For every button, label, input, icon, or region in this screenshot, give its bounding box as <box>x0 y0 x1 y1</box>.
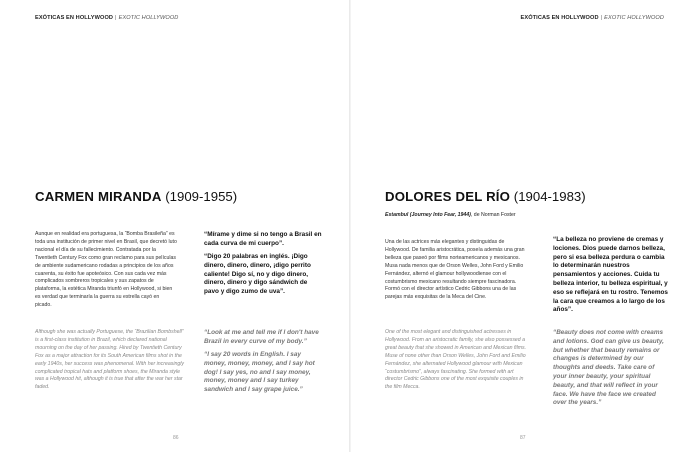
actress-name: DOLORES DEL RÍO <box>385 189 511 204</box>
quotes-spanish <box>204 231 322 302</box>
header-title-es: EXÓTICAS EN HOLLYWOOD <box>520 15 599 21</box>
header-title-en: EXOTIC HOLLYWOOD <box>604 15 664 21</box>
header-title-en: EXOTIC HOLLYWOOD <box>118 15 179 21</box>
actress-years: (1909-1955) <box>165 189 238 204</box>
quote-en-1: “Look at me and tell me if I don't have Brazil in every curve of my body.” <box>204 329 319 345</box>
biography-english: Although she was actually Portuguese, the “Brazilian Bombshell” is a first-class institution in Brazil, which declared national mourning on the day of her passing. Hired by Twentieth Century Fox as a major attraction for its South American films shot in the early 1940s, her success was phenomenal. With her increasingly complicated tropical hats and platform shoes, the Miranda style was a Hollywood hit, although it is true that after the war her star faded. <box>35 329 185 391</box>
biography-english: One of the most elegant and distinguished actresses in Hollywood. From an aristocratic family, she also possessed a great beauty that she showed in American and Mexican films. Muse of none other than Orson Welles, John Ford and Emilio Fernández, she alternated Hollywood glamour with Mexican “costumbrismo”, always fascinating. She formed with art director Cedric Gibbons one of the most exquisite couples in the film Mecca. <box>385 329 527 391</box>
biography-spanish: Aunque en realidad era portuguesa, la “Bomba Brasileña” es toda una institución de primer nivel en Brasil, que decretó luto nacional el día de su fallecimiento. Contratada por la Twentieth Century Fox como gran reclamo para sus películas de ambiente sudamericano rodadas a principios de los años cuarenta, su éxito fue apoteósico. Con sus cada vez más complicados sombreros tropicales y sus zapatos de plataforma, la estética Miranda triunfó en Hollywood, si bien es verdad que terminaría la guerra su estrella cayó en picado. <box>35 231 177 309</box>
quote-es-1: “Mírame y dime si no tengo a Brasil en cada curva de mi cuerpo”. <box>204 231 322 247</box>
page-gutter <box>349 0 351 452</box>
quote-spanish: “La belleza no proviene de cremas y lociones. Dios puede darnos belleza, pero si esa belleza perdura o cambia lo determinarán nuestros pensamientos y acciones. Cuida tu belleza interior, tu belleza espiritual, y eso se reflejará en tu rostro. Tenemos la cara que creamos a lo largo de los años”. <box>553 236 668 314</box>
film-credit: , de Norman Foster <box>470 212 516 218</box>
section-title-carmen-miranda <box>35 189 237 204</box>
film-title: Estambul (Journey Into Fear, 1944) <box>385 212 471 218</box>
running-header-right <box>521 15 664 21</box>
header-title-es: EXÓTICAS EN HOLLYWOOD <box>35 15 114 21</box>
quote-es-2: “Digo 20 palabras en inglés. ¡Digo dinero, dinero, dinero, ¡digo perrito caliente! Digo sí, no y digo dinero, dinero, dinero y digo sándwich de pavo y digo zumo de uva”. <box>204 253 311 296</box>
header-separator: | <box>115 15 117 21</box>
actress-years: (1904-1983) <box>513 189 586 204</box>
running-header-left <box>35 15 178 21</box>
section-title-dolores-del-rio <box>385 189 586 204</box>
page-number-left: 86 <box>173 435 179 441</box>
quote-english: “Beauty does not come with creams and lotions. God can give us beauty, but whether that beauty remains or changes is determined by our thoughts and deeds. Take care of your inner beauty, your spiritual beauty, and that will reflect in your face. We have the face we created over the years.” <box>553 329 664 407</box>
biography-spanish: Una de las actrices más elegantes y distinguidas de Hollywood. De familia aristocrática, poseía además una gran belleza que paseó por films norteamericanos y mexicanos. Musa nada menos que de Orson Welles, John Ford y Emilio Fernández, alternó el glamour hollywoodiense con el costumbrismo mexicano resultando siempre fascinadora. Formó con el director artístico Cedric Gibbons una de las parejas más exquisitas de la Meca del Cine. <box>385 239 525 301</box>
quotes-english <box>204 329 322 400</box>
quote-en-2: “I say 20 words in English. I say money, money, money, and I say hot dog! I say yes, no and I say money, money, money and I say turkey sandwich and I say grape juice.” <box>204 351 315 394</box>
actress-name: CARMEN MIRANDA <box>35 189 162 204</box>
header-separator: | <box>600 15 603 21</box>
page-number-right: 87 <box>520 435 526 441</box>
film-caption <box>385 212 516 218</box>
